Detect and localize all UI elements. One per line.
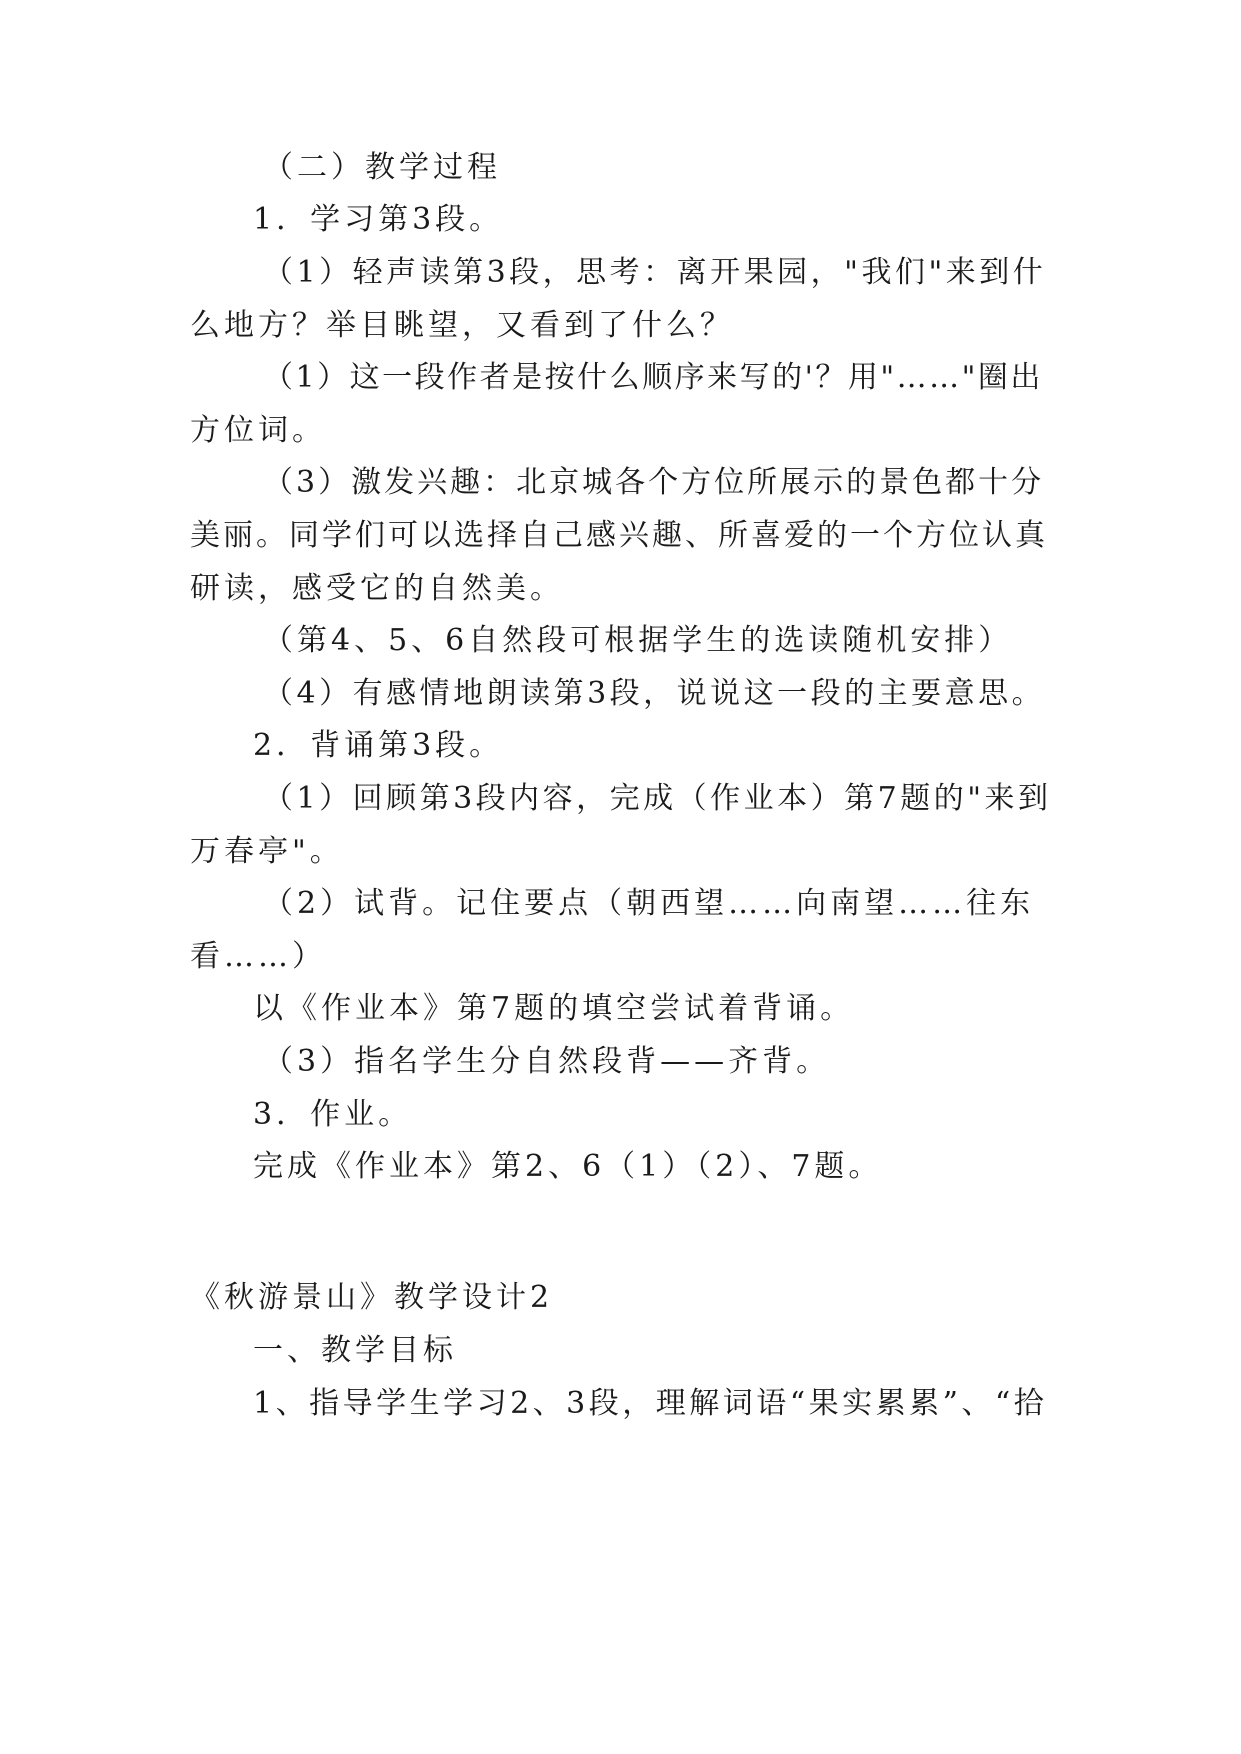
paragraph-line: 研读，感受它的自然美。: [190, 571, 564, 606]
step-heading: 1．学习第3段。: [253, 202, 504, 237]
section-heading: （二）教学过程: [263, 150, 501, 185]
paragraph-line: 美丽。同学们可以选择自己感兴趣、所喜爱的一个方位认真: [190, 518, 1048, 553]
document-title: 《秋游景山》教学设计2: [190, 1280, 554, 1315]
step-heading: 3．作业。: [253, 1097, 413, 1132]
paragraph-line: 看……）: [190, 939, 326, 974]
step-heading: 2．背诵第3段。: [253, 728, 504, 763]
paragraph-line: （第4、5、6自然段可根据学生的选读随机安排）: [263, 623, 1013, 658]
section-heading: 一、教学目标: [253, 1333, 457, 1368]
paragraph-line: （1）这一段作者是按什么顺序来写的'？用"……"圈出: [263, 360, 1043, 395]
paragraph-line: （1）回顾第3段内容，完成（作业本）第7题的"来到: [263, 781, 1052, 816]
paragraph-line: （4）有感情地朗读第3段，说说这一段的主要意思。: [263, 676, 1046, 711]
paragraph-line: 么地方？举目眺望，又看到了什么？: [190, 308, 734, 343]
paragraph-line: 1、指导学生学习2、3段，理解词语“果实累累”、“拾: [253, 1386, 1048, 1421]
paragraph-line: （3）指名学生分自然段背——齐背。: [263, 1044, 831, 1079]
paragraph-line: 万春亭"。: [190, 834, 344, 869]
paragraph-line: 方位词。: [190, 413, 326, 448]
paragraph-line: （3）激发兴趣：北京城各个方位所展示的景色都十分: [263, 465, 1045, 500]
paragraph-line: 完成《作业本》第2、6（1）（2）、7题。: [253, 1149, 883, 1184]
paragraph-line: （1）轻声读第3段，思考：离开果园，"我们"来到什: [263, 255, 1047, 290]
paragraph-line: 以《作业本》第7题的填空尝试着背诵。: [253, 991, 855, 1026]
paragraph-line: （2）试背。记住要点（朝西望……向南望……往东: [263, 886, 1035, 921]
